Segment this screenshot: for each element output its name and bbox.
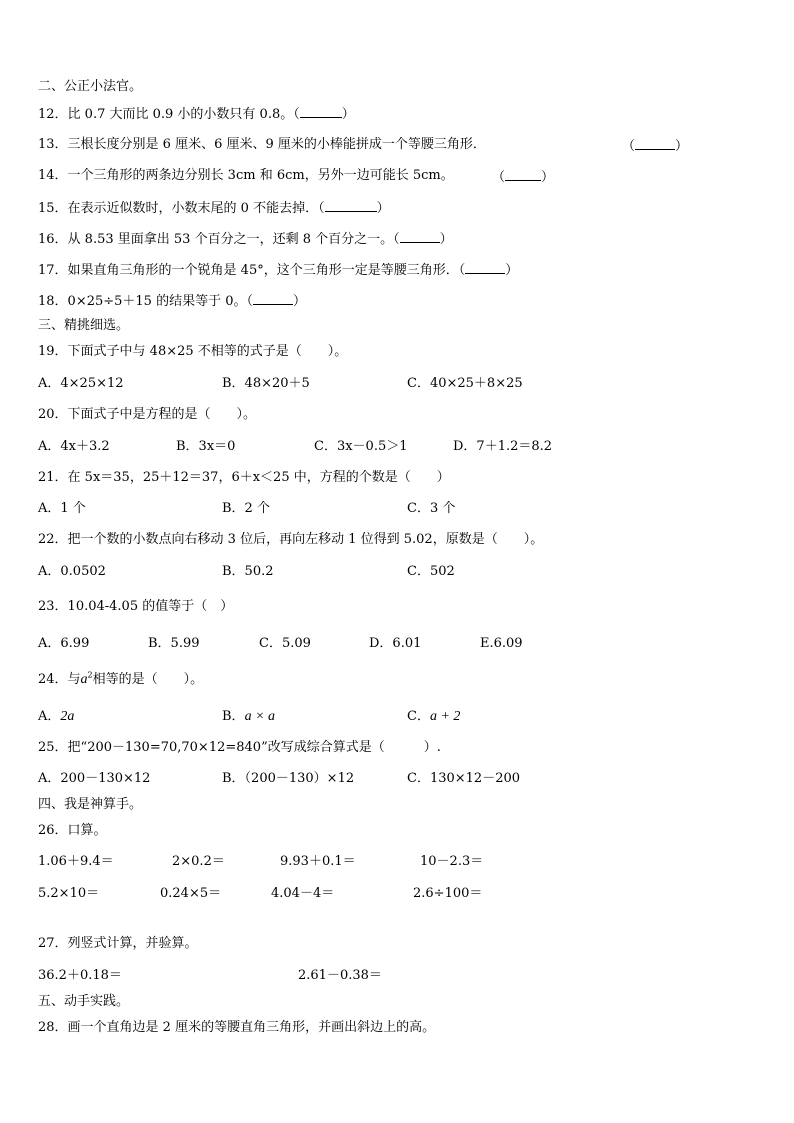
option-19-c[interactable]: C．40×25＋8×25 <box>407 376 523 391</box>
option-25-b[interactable]: B．（200－130）×12 <box>222 771 355 786</box>
question-text: 从 8.53 里面拿出 53 个百分之一，还剩 8 个百分之一。（ <box>67 232 400 247</box>
vertical-calc-2: 2.61－0.38＝ <box>298 968 382 983</box>
option-20-a[interactable]: A．4x＋3.2 <box>38 439 110 454</box>
option-22-c[interactable]: C．502 <box>407 564 455 579</box>
question-number: 18． <box>38 294 68 309</box>
question-number: 16． <box>38 232 68 247</box>
option-21-b[interactable]: B．2 个 <box>222 501 270 516</box>
answer-blank[interactable] <box>253 292 293 305</box>
option-20-d[interactable]: D．7＋1.2＝8.2 <box>453 439 553 454</box>
option-21-a[interactable]: A．1 个 <box>38 501 86 516</box>
option-label: A． <box>38 709 61 724</box>
question-14 <box>38 168 454 184</box>
question-text: 在表示近似数时，小数末尾的 0 不能去掉．（ <box>67 201 325 216</box>
exponent: 2 <box>87 670 93 680</box>
answer-blank[interactable] <box>325 199 377 212</box>
variable-a: a <box>80 672 88 687</box>
answer-blank[interactable] <box>465 261 505 274</box>
option-label: C． <box>407 709 430 724</box>
section-2-heading: 二、公正小法官。 <box>38 79 143 94</box>
option-21-c[interactable]: C．3 个 <box>407 501 456 516</box>
option-24-b[interactable] <box>222 709 275 725</box>
answer-blank[interactable] <box>400 230 440 243</box>
option-19-b[interactable]: B．48×20＋5 <box>222 376 310 391</box>
question-26-title: 26．口算。 <box>38 823 107 838</box>
option-19-a[interactable]: A．4×25×12 <box>38 376 124 391</box>
option-23-c[interactable]: C．5.09 <box>259 636 311 651</box>
option-25-a[interactable]: A．200－130×12 <box>38 771 151 786</box>
option-22-b[interactable]: B．50.2 <box>222 564 274 579</box>
option-22-a[interactable]: A．0.0502 <box>38 564 106 579</box>
question-14-answer <box>492 168 554 186</box>
open-paren: （ <box>622 139 636 154</box>
section-3-heading: 三、精挑细选。 <box>38 318 130 333</box>
option-24-a[interactable] <box>38 709 74 725</box>
option-label: B． <box>222 709 245 724</box>
close-paren: ） <box>376 201 390 216</box>
question-number: 13． <box>38 137 68 152</box>
option-expr: a + 2 <box>429 709 461 724</box>
question-18 <box>38 292 306 310</box>
option-23-d[interactable]: D．6.01 <box>369 636 422 651</box>
option-23-e[interactable]: E.6.09 <box>480 636 523 651</box>
question-13-answer <box>622 137 688 155</box>
close-paren: ） <box>505 263 519 278</box>
question-28: 28．画一个直角边是 2 厘米的等腰直角三角形，并画出斜边上的高。 <box>38 1020 436 1035</box>
answer-blank[interactable] <box>300 105 342 118</box>
mental-calc-6: 0.24×5＝ <box>160 886 222 901</box>
mental-calc-5: 5.2×10＝ <box>38 886 100 901</box>
mental-calc-3: 9.93＋0.1＝ <box>280 854 356 869</box>
stem-suffix: 相等的是（ ）。 <box>92 672 204 687</box>
option-23-b[interactable]: B．5.99 <box>148 636 200 651</box>
stem-prefix: 24．与 <box>38 672 81 687</box>
mental-calc-2: 2×0.2＝ <box>172 854 225 869</box>
question-16 <box>38 230 453 248</box>
question-13 <box>38 137 486 153</box>
question-15 <box>38 199 390 217</box>
question-17 <box>38 261 518 279</box>
option-20-b[interactable]: B．3x＝0 <box>176 439 236 454</box>
question-text: 一个三角形的两条边分别长 3cm 和 6cm，另外一边可能长 5cm。 <box>67 168 454 183</box>
option-20-c[interactable]: C．3x－0.5＞1 <box>314 439 408 454</box>
question-24-stem <box>38 672 203 688</box>
question-text: 0×25÷5＋15 的结果等于 0。（ <box>67 294 253 309</box>
mental-calc-8: 2.6÷100＝ <box>413 886 483 901</box>
close-paren: ） <box>293 294 307 309</box>
question-27-title: 27．列竖式计算，并验算。 <box>38 936 198 951</box>
answer-blank[interactable] <box>505 168 541 181</box>
question-25-stem: 25．把“200－130=70,70×12=840”改写成综合算式是（ ）. <box>38 740 441 755</box>
question-22-stem: 22．把一个数的小数点向右移动 3 位后，再向左移动 1 位得到 5.02，原数是（ ）。 <box>38 532 544 547</box>
question-text: 三根长度分别是 6 厘米、6 厘米、9 厘米的小棒能拼成一个等腰三角形． <box>67 137 486 152</box>
question-number: 15． <box>38 201 68 216</box>
mental-calc-4: 10－2.3＝ <box>420 854 484 869</box>
option-expr: a × a <box>244 709 276 724</box>
close-paren: ） <box>675 139 689 154</box>
question-12 <box>38 105 355 123</box>
option-24-c[interactable] <box>407 709 460 725</box>
option-expr: 2a <box>60 709 75 724</box>
answer-blank[interactable] <box>635 137 675 150</box>
open-paren: （ <box>492 170 506 185</box>
question-23-stem: 23．10.04-4.05 的值等于（ ） <box>38 599 234 614</box>
question-text: 如果直角三角形的一个锐角是 45°，这个三角形一定是等腰三角形．（ <box>67 263 466 278</box>
close-paren: ） <box>439 232 453 247</box>
section-5-heading: 五、动手实践。 <box>38 994 130 1009</box>
section-4-heading: 四、我是神算手。 <box>38 797 143 812</box>
question-number: 14． <box>38 168 68 183</box>
mental-calc-7: 4.04－4＝ <box>271 886 335 901</box>
question-number: 12． <box>38 107 68 122</box>
question-21-stem: 21．在 5x＝35，25＋12＝37，6＋x＜25 中，方程的个数是（ ） <box>38 470 450 485</box>
mental-calc-1: 1.06＋9.4＝ <box>38 854 114 869</box>
question-20-stem: 20．下面式子中是方程的是（ ）。 <box>38 407 257 422</box>
close-paren: ） <box>541 170 555 185</box>
close-paren: ） <box>341 107 355 122</box>
question-text: 比 0.7 大而比 0.9 小的小数只有 0.8。（ <box>67 107 300 122</box>
vertical-calc-1: 36.2＋0.18＝ <box>38 968 122 983</box>
question-19-stem: 19．下面式子中与 48×25 不相等的式子是（ ）。 <box>38 344 348 359</box>
option-23-a[interactable]: A．6.99 <box>38 636 90 651</box>
option-25-c[interactable]: C．130×12－200 <box>407 771 521 786</box>
question-number: 17． <box>38 263 68 278</box>
